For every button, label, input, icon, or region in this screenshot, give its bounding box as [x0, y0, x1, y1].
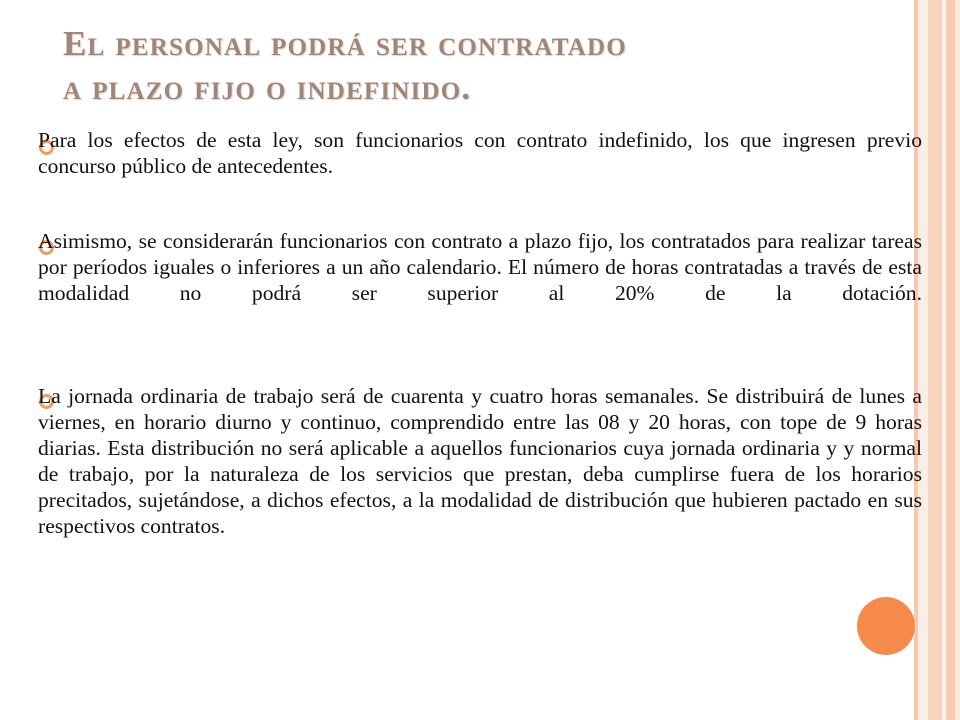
- stripe: [946, 0, 955, 720]
- bullet-text: Asimismo, se considerarán funcionarios con contrato a plazo fijo, los contratados para realizar tareas por períodos iguales o inferiores a un año calendario. El número de horas contratadas a través de esta modalidad no podrá ser superior al 20% de la dotación.: [38, 229, 922, 305]
- decorative-stripes: [914, 0, 960, 720]
- title-line-2: a plazo fijo o indefinido.: [63, 68, 472, 107]
- stripe: [918, 0, 928, 720]
- accent-circle: [857, 597, 915, 655]
- slide-title: [63, 22, 843, 110]
- list-item: [38, 228, 922, 306]
- stripe: [955, 0, 960, 720]
- title-line-1: El personal podrá ser contratado: [63, 24, 627, 63]
- stripe: [928, 0, 942, 720]
- bullet-text: La jornada ordinaria de trabajo será de cuarenta y cuatro horas semanales. Se distribuirá de lunes a viernes, en horario diurno y continuo, comprendido entre las 08 y 20 horas, con tope de 9 horas diarias. Esta distribución no será aplicable a aquellos funcionarios cuya jornada ordinaria y y normal de trabajo, por la naturaleza de los servicios que prestan, deba cumplirse fuera de los horarios precitados, sujetándose, a dichos efectos, a la modalidad de distribución que hubieren pactado en sus respectivos contratos.: [38, 384, 922, 538]
- list-item: [38, 127, 922, 179]
- bullet-text: Para los efectos de esta ley, son funcionarios con contrato indefinido, los que ingresen previo concurso público de antecedentes.: [38, 128, 922, 178]
- list-item: [38, 383, 922, 539]
